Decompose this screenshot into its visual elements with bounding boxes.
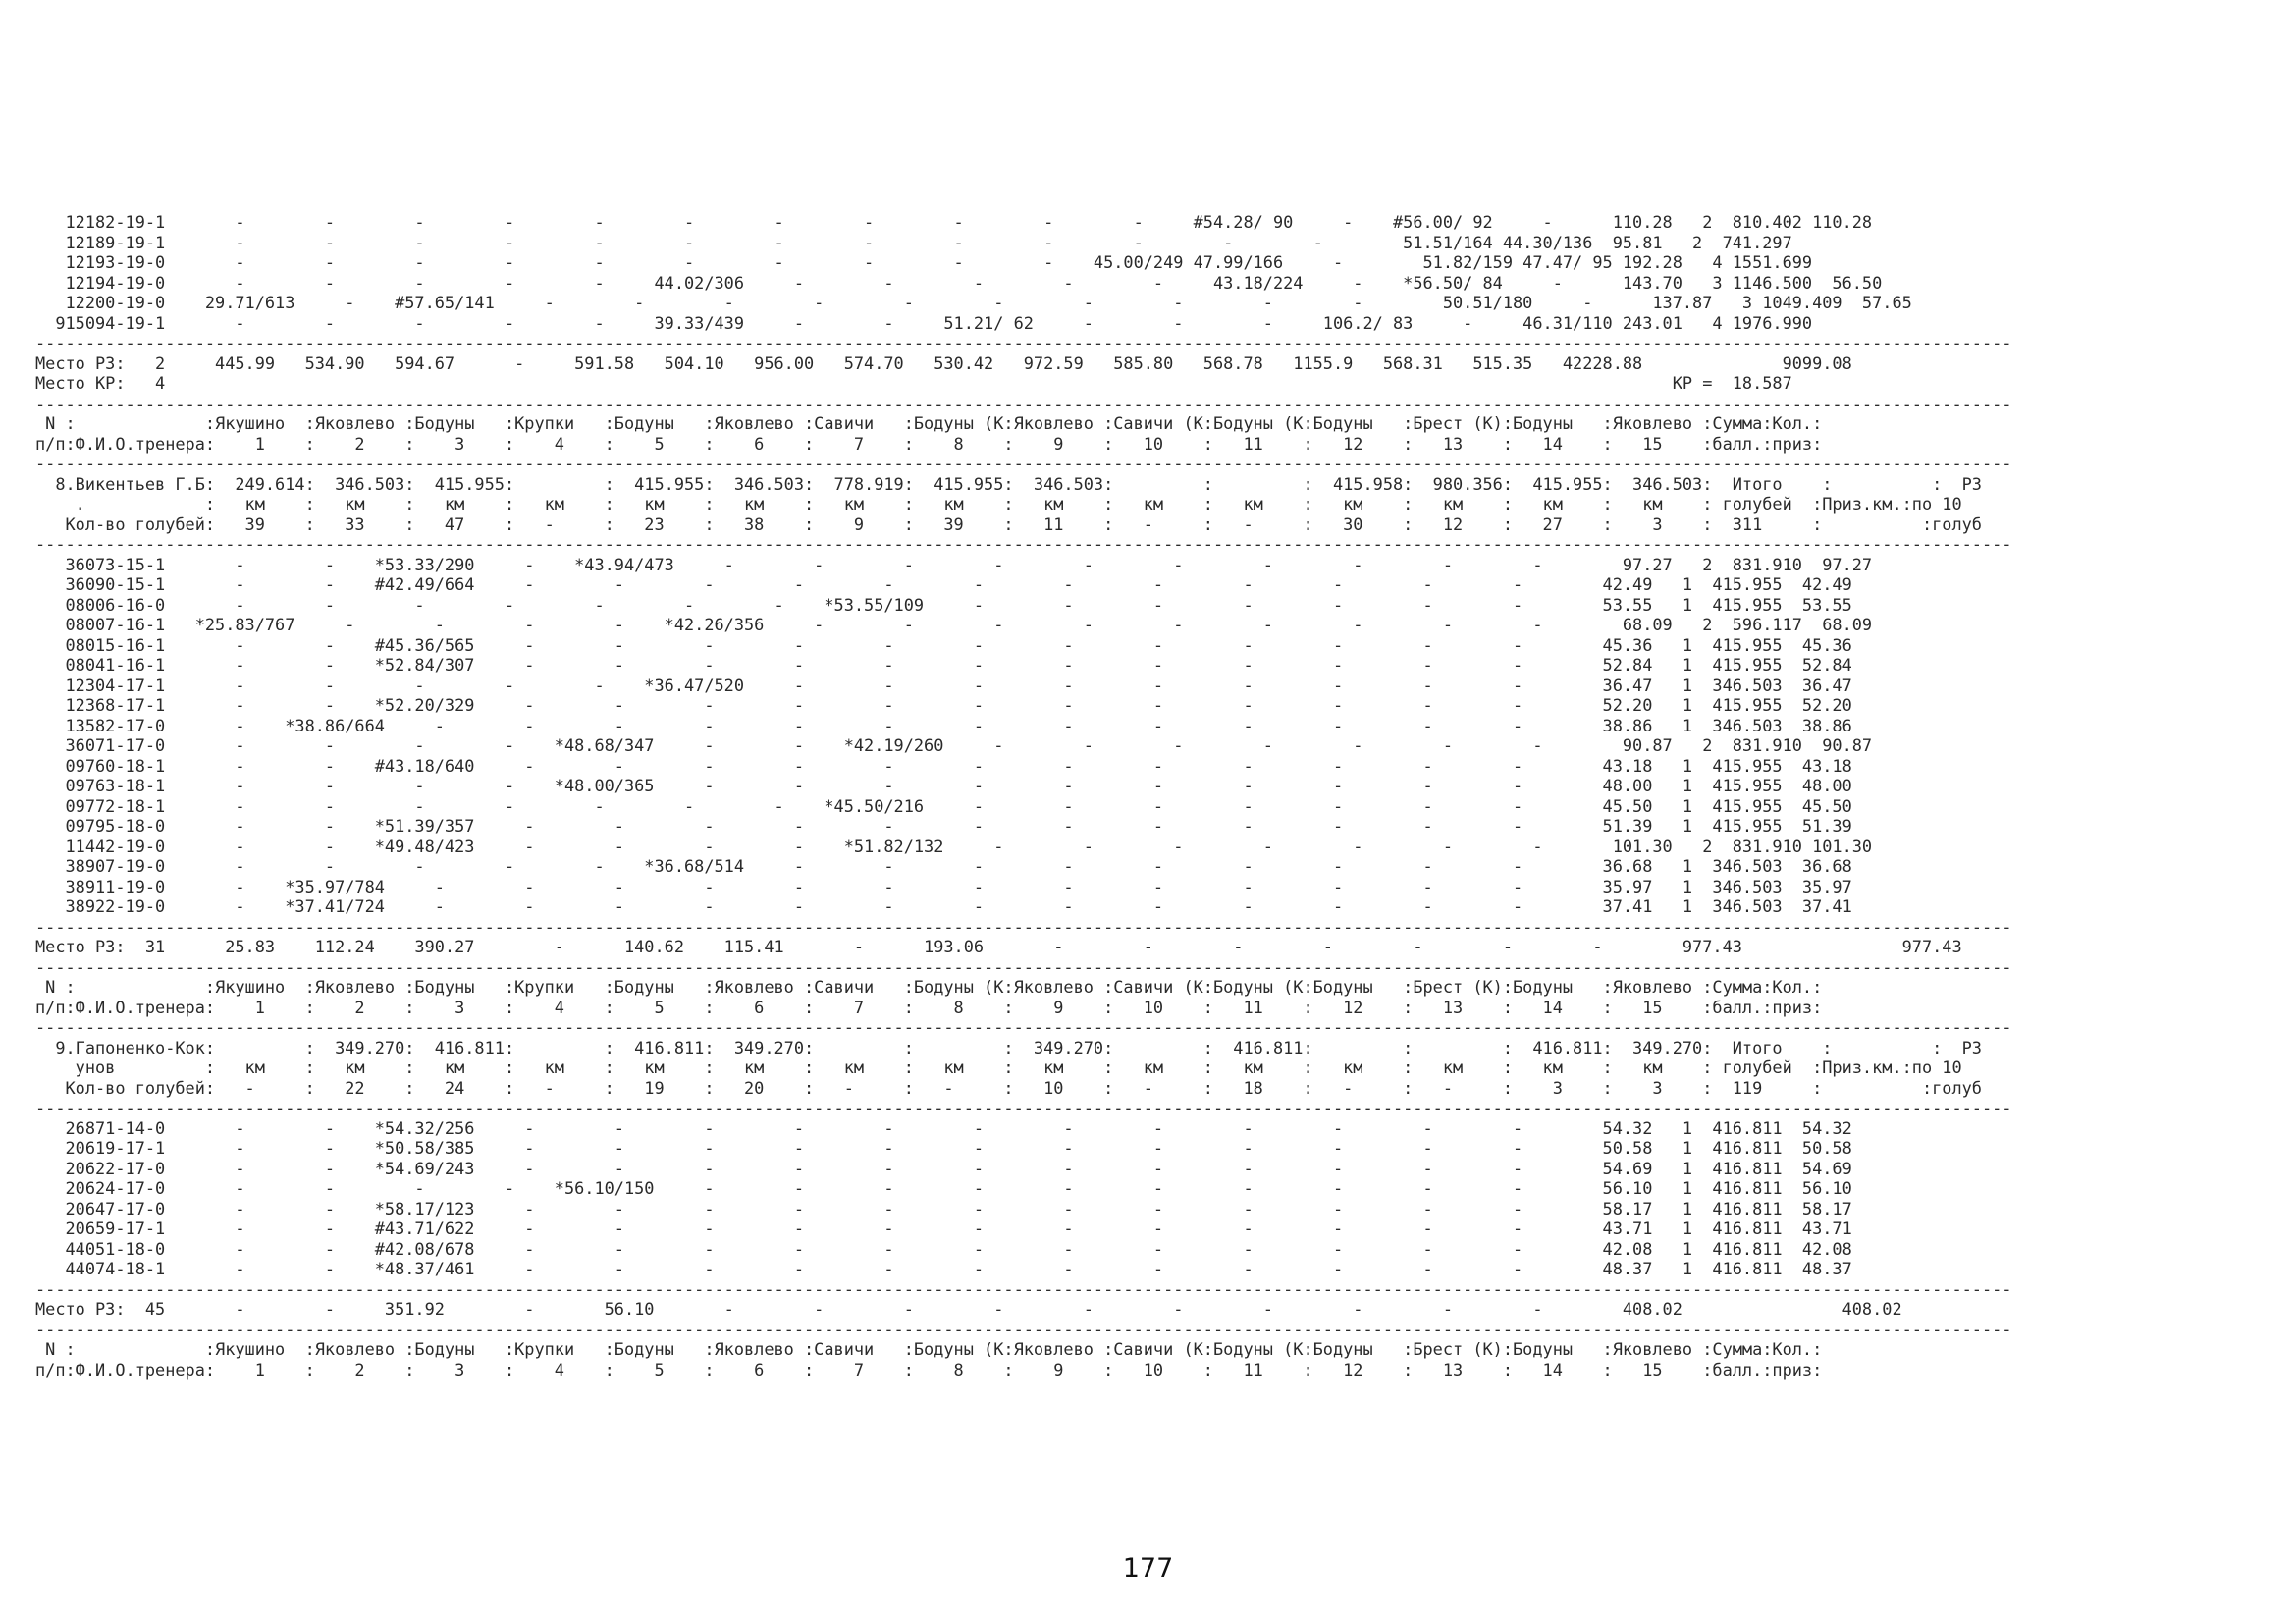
report-line: 36073-15-1 - - *53.33/290 - *43.94/473 - - - - - - - - - - 97.27 2 831.910 97.27: [35, 554, 1873, 574]
report-line: 38911-19-0 - *35.97/784 - - - - - - - - - - - - - 35.97 1 346.503 35.97: [35, 876, 1852, 896]
report-line: N : :Якушино :Яковлево :Бодуны :Крупки :Бодуны :Яковлево :Савичи :Бодуны (К:Яковлево :Савичи (К:Бодуны (К:Бодуны :Брест (К):Бодуны :Яковлево :Сумма:Кол.:: [35, 1339, 1823, 1359]
report-line: 08006-16-0 - - - - - - - *53.55/109 - - - - - - - 53.55 1 415.955 53.55: [35, 594, 1852, 615]
report-line: 20619-17-1 - - *50.58/385 - - - - - - - - - - - - 50.58 1 416.811 50.58: [35, 1138, 1852, 1158]
report-line: унов : км : км : км : км : км : км : км : км : км : км : км : км : км : км : км : голубей :Приз.км.:по 10: [35, 1057, 1962, 1077]
report-line: 44074-18-1 - - *48.37/461 - - - - - - - - - - - - 48.37 1 416.811 48.37: [35, 1259, 1852, 1278]
separator-line: ------------------------------------------------------------------------------------------------------------------------------------------------------------------------------------------------------: [35, 1319, 2012, 1339]
report-line: 44051-18-0 - - #42.08/678 - - - - - - - - - - - - 42.08 1 416.811 42.08: [35, 1238, 1852, 1259]
report-line: 13582-17-0 - *38.86/664 - - - - - - - - - - - - - 38.86 1 346.503 38.86: [35, 715, 1852, 735]
separator-line: ------------------------------------------------------------------------------------------------------------------------------------------------------------------------------------------------------: [35, 916, 2012, 937]
separator-line: ------------------------------------------------------------------------------------------------------------------------------------------------------------------------------------------------------: [35, 393, 2012, 413]
report-line: Место РЗ: 2 445.99 534.90 594.67 - 591.58 504.10 956.00 574.70 530.42 972.59 585.80 568.78 1155.9 568.31 515.35 42228.88 9099.08: [35, 352, 1852, 373]
report-line: п/п:Ф.И.О.тренера: 1 : 2 : 3 : 4 : 5 : 6 : 7 : 8 : 9 : 10 : 11 : 12 : 13 : 14 : 15 :балл.:приз:: [35, 433, 1823, 454]
report-line: 09760-18-1 - - #43.18/640 - - - - - - - - - - - - 43.18 1 415.955 43.18: [35, 755, 1852, 776]
report-line: 09763-18-1 - - - - *48.00/365 - - - - - - - - - - 48.00 1 415.955 48.00: [35, 776, 1852, 795]
report-line: п/п:Ф.И.О.тренера: 1 : 2 : 3 : 4 : 5 : 6 : 7 : 8 : 9 : 10 : 11 : 12 : 13 : 14 : 15 :балл.:приз:: [35, 997, 1823, 1017]
report-line: 38907-19-0 - - - - - *36.68/514 - - - - - - - - - 36.68 1 346.503 36.68: [35, 856, 1852, 876]
report-line: 38922-19-0 - *37.41/724 - - - - - - - - - - - - - 37.41 1 346.503 37.41: [35, 896, 1852, 916]
report-line: 915094-19-1 - - - - - 39.33/439 - - 51.21/ 62 - - - 106.2/ 83 - 46.31/110 243.01 4 1976.990: [35, 312, 1813, 333]
separator-line: ------------------------------------------------------------------------------------------------------------------------------------------------------------------------------------------------------: [35, 956, 2012, 977]
report-line: 08041-16-1 - - *52.84/307 - - - - - - - - - - - - 52.84 1 415.955 52.84: [35, 655, 1852, 675]
report-line: 36090-15-1 - - #42.49/664 - - - - - - - - - - - - 42.49 1 415.955 42.49: [35, 574, 1852, 594]
report-line: 20647-17-0 - - *58.17/123 - - - - - - - - - - - - 58.17 1 416.811 58.17: [35, 1198, 1852, 1218]
report-line: 26871-14-0 - - *54.32/256 - - - - - - - - - - - - 54.32 1 416.811 54.32: [35, 1117, 1852, 1138]
report-line: 8.Викентьев Г.Б: 249.614: 346.503: 415.955: : 415.955: 346.503: 778.919: 415.955: 346.503: : : 415.958: 980.356: 415.955: 346.503: Итого : : РЗ: [35, 473, 1982, 494]
report-line: 09772-18-1 - - - - - - - *45.50/216 - - - - - - - 45.50 1 415.955 45.50: [35, 795, 1852, 816]
report-line: 20622-17-0 - - *54.69/243 - - - - - - - - - - - - 54.69 1 416.811 54.69: [35, 1158, 1852, 1178]
report-line: . : км : км : км : км : км : км : км : км : км : км : км : км : км : км : км : голубей :Приз.км.:по 10: [35, 494, 1962, 514]
report-line: Место РЗ: 45 - - 351.92 - 56.10 - - - - - - - - - - 408.02 408.02: [35, 1299, 1902, 1319]
report-line: 20624-17-0 - - - - *56.10/150 - - - - - - - - - - 56.10 1 416.811 56.10: [35, 1178, 1852, 1198]
report-line: N : :Якушино :Яковлево :Бодуны :Крупки :Бодуны :Яковлево :Савичи :Бодуны (К:Яковлево :Савичи (К:Бодуны (К:Бодуны :Брест (К):Бодуны :Яковлево :Сумма:Кол.:: [35, 977, 1823, 997]
report-line: 12193-19-0 - - - - - - - - - - 45.00/249 47.99/166 - 51.82/159 47.47/ 95 192.28 4 1551.699: [35, 252, 1813, 272]
report-line: 12200-19-0 29.71/613 - #57.65/141 - - - - - - - - - - 50.51/180 - 137.87 3 1049.409 57.65: [35, 293, 1912, 312]
report-line: 12182-19-1 - - - - - - - - - - - #54.28/ 90 - #56.00/ 92 - 110.28 2 810.402 110.28: [35, 212, 1873, 232]
report-line: 36071-17-0 - - - - *48.68/347 - - *42.19/260 - - - - - - - 90.87 2 831.910 90.87: [35, 735, 1873, 755]
report-line: 08007-16-1 *25.83/767 - - - - *42.26/356 - - - - - - - - - 68.09 2 596.117 68.09: [35, 615, 1873, 634]
report-line: 08015-16-1 - - #45.36/565 - - - - - - - - - - - - 45.36 1 415.955 45.36: [35, 634, 1852, 655]
report-line: 12368-17-1 - - *52.20/329 - - - - - - - - - - - - 52.20 1 415.955 52.20: [35, 695, 1852, 715]
separator-line: ------------------------------------------------------------------------------------------------------------------------------------------------------------------------------------------------------: [35, 1017, 2012, 1037]
report-line: Место РЗ: 31 25.83 112.24 390.27 - 140.62 115.41 - 193.06 - - - - - - - 977.43 977.43: [35, 937, 1962, 956]
report-line: 11442-19-0 - - *49.48/423 - - - - *51.82/132 - - - - - - - 101.30 2 831.910 101.30: [35, 836, 1873, 856]
report-line: Кол-во голубей: 39 : 33 : 47 : - : 23 : 38 : 9 : 39 : 11 : - : - : 30 : 12 : 27 : 3 : 311 : :голуб: [35, 514, 1982, 534]
report-line: 09795-18-0 - - *51.39/357 - - - - - - - - - - - - 51.39 1 415.955 51.39: [35, 816, 1852, 836]
separator-line: ------------------------------------------------------------------------------------------------------------------------------------------------------------------------------------------------------: [35, 534, 2012, 554]
report-line: 12304-17-1 - - - - - *36.47/520 - - - - - - - - - 36.47 1 346.503 36.47: [35, 675, 1852, 695]
report-line: Кол-во голубей: - : 22 : 24 : - : 19 : 20 : - : - : 10 : - : 18 : - : - : 3 : 3 : 119 : :голуб: [35, 1077, 1982, 1098]
report-line: 20659-17-1 - - #43.71/622 - - - - - - - - - - - - 43.71 1 416.811 43.71: [35, 1218, 1852, 1238]
separator-line: ------------------------------------------------------------------------------------------------------------------------------------------------------------------------------------------------------: [35, 333, 2012, 352]
report-line: 9.Гапоненко-Кок: : 349.270: 416.811: : 416.811: 349.270: : : 349.270: : 416.811: : : 416.811: 349.270: Итого : : РЗ: [35, 1037, 1982, 1057]
separator-line: ------------------------------------------------------------------------------------------------------------------------------------------------------------------------------------------------------: [35, 454, 2012, 473]
report-line: 12189-19-1 - - - - - - - - - - - - - 51.51/164 44.30/136 95.81 2 741.297: [35, 232, 1792, 252]
separator-line: ------------------------------------------------------------------------------------------------------------------------------------------------------------------------------------------------------: [35, 1098, 2012, 1117]
page-number: 177: [1122, 1553, 1174, 1584]
report-line: 12194-19-0 - - - - - 44.02/306 - - - - - 43.18/224 - *56.50/ 84 - 143.70 3 1146.500 56.50: [35, 272, 1883, 293]
report-line: п/п:Ф.И.О.тренера: 1 : 2 : 3 : 4 : 5 : 6 : 7 : 8 : 9 : 10 : 11 : 12 : 13 : 14 : 15 :балл.:приз:: [35, 1359, 1823, 1380]
report-line: Место КР: 4 КР = 18.587: [35, 373, 1792, 393]
results-report: [35, 212, 2011, 1380]
separator-line: ------------------------------------------------------------------------------------------------------------------------------------------------------------------------------------------------------: [35, 1278, 2012, 1299]
report-line: N : :Якушино :Яковлево :Бодуны :Крупки :Бодуны :Яковлево :Савичи :Бодуны (К:Яковлево :Савичи (К:Бодуны (К:Бодуны :Брест (К):Бодуны :Яковлево :Сумма:Кол.:: [35, 413, 1823, 433]
